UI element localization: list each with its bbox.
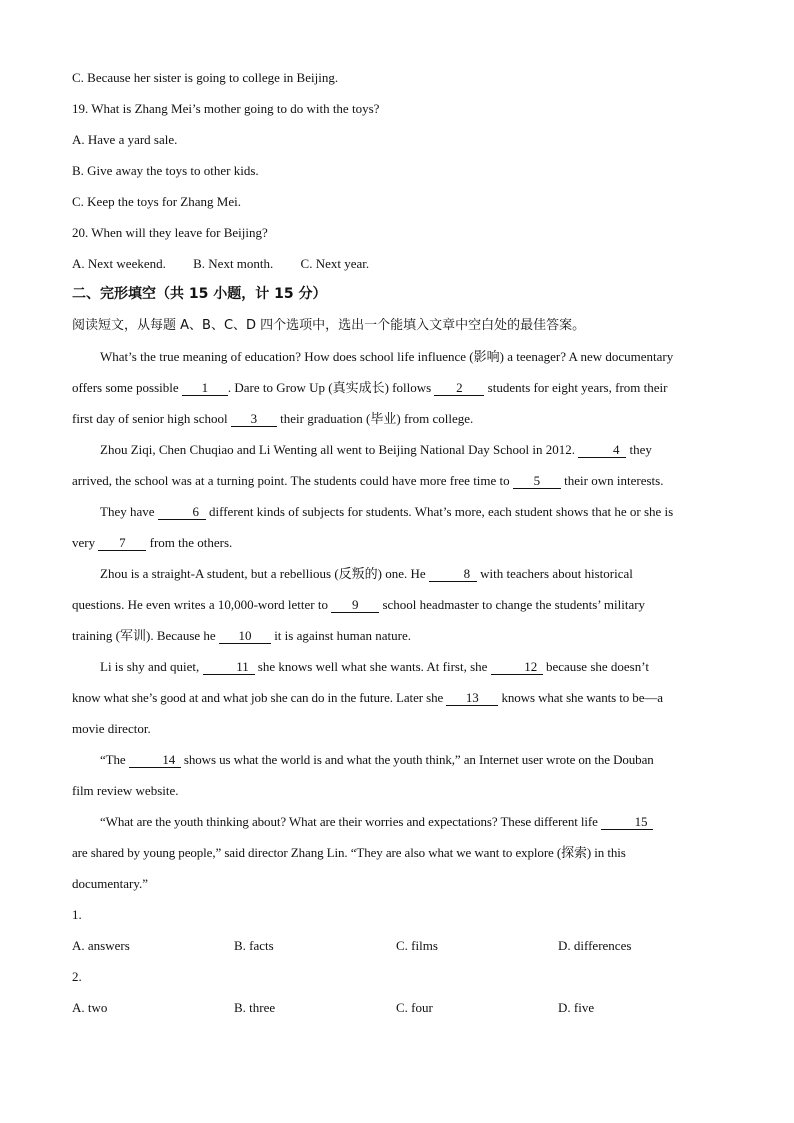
passage-line (72, 558, 724, 589)
passage-line (72, 496, 724, 527)
cloze-q2-option-b: B. three (234, 1000, 276, 1015)
blank-7: 7 (98, 536, 146, 551)
document-page (72, 62, 724, 1023)
text-segment: their graduation (毕业) from college. (280, 411, 474, 426)
q19-option-a: A. Have a yard sale. (72, 132, 178, 147)
text-segment: very (72, 535, 96, 550)
q20-option-c: C. Next year. (300, 256, 370, 271)
text-segment: different kinds of subjects for students. What’s more, each student shows that he or she is (209, 504, 674, 519)
blank-11: 11 (203, 660, 255, 675)
blank-1: 1 (182, 381, 228, 396)
cloze-q2-option-c: C. four (396, 1000, 433, 1015)
cloze-q2-option-a: A. two (72, 1000, 108, 1015)
blank-5: 5 (513, 474, 561, 489)
section-title: 二、完形填空（共 15 小题，计 15 分） (72, 286, 327, 302)
cloze-q1-option-c: C. films (396, 938, 438, 953)
q20-stem: 20. When will they leave for Beijing? (72, 225, 268, 240)
blank-13: 13 (446, 691, 498, 706)
text-segment: They have (100, 504, 155, 519)
text-segment: Li is shy and quiet, (100, 659, 200, 674)
passage-line (72, 589, 724, 620)
passage-line (72, 651, 724, 682)
text-segment: . Dare to Grow Up (真实成长) follows (227, 380, 432, 395)
text-segment: school headmaster to change the students’ military (382, 597, 646, 612)
passage-line: What’s the true meaning of education? How does school life influence (影响) a teenager? A new documentary (100, 349, 674, 364)
text-segment: they (629, 442, 652, 457)
passage-line (72, 434, 724, 465)
text-segment: training (军训). Because he (72, 628, 216, 643)
text-segment: it is against human nature. (274, 628, 412, 643)
text-segment: arrived, the school was at a turning point. The students could have more free time to (72, 473, 510, 488)
text-segment: Zhou is a straight-A student, but a rebellious (反叛的) one. He (100, 566, 426, 581)
text-segment: questions. He even writes a 10,000-word letter to (72, 597, 328, 612)
text-segment: knows what she wants to be—a (501, 690, 663, 705)
passage-line (72, 744, 724, 775)
blank-15: 15 (601, 815, 653, 830)
q19-option-b: B. Give away the toys to other kids. (72, 163, 259, 178)
passage-line (72, 372, 724, 403)
blank-4: 4 (578, 443, 626, 458)
q19-option-c: C. Keep the toys for Zhang Mei. (72, 194, 241, 209)
cloze-q1-option-b: B. facts (234, 938, 274, 953)
blank-9: 9 (331, 598, 379, 613)
blank-2: 2 (434, 381, 484, 396)
q20-option-a: A. Next weekend. (72, 256, 166, 271)
text-segment: she knows well what she wants. At first, she (257, 659, 488, 674)
text-segment: students for eight years, from their (487, 380, 668, 395)
passage-line: film review website. (72, 783, 179, 798)
blank-12: 12 (491, 660, 543, 675)
passage-line (72, 682, 724, 713)
passage-line (72, 465, 724, 496)
passage-line: are shared by young people,” said director Zhang Lin. “They are also what we want to explore (探索) in this (72, 845, 626, 860)
cloze-q2-number: 2. (72, 969, 82, 984)
text-segment: because she doesn’t (545, 659, 649, 674)
text-segment: “The (100, 752, 126, 767)
blank-8: 8 (429, 567, 477, 582)
blank-10: 10 (219, 629, 271, 644)
text-segment: offers some possible (72, 380, 179, 395)
cloze-q1-options (72, 930, 724, 961)
text-segment: “What are the youth thinking about? What are their worries and expectations? These different life (100, 814, 598, 829)
passage-line (72, 620, 724, 651)
passage-line: documentary.” (72, 876, 149, 891)
q19-stem: 19. What is Zhang Mei’s mother going to do with the toys? (72, 101, 380, 116)
cloze-q2-option-d: D. five (558, 1000, 595, 1015)
section-instruction: 阅读短文，从每题 A、B、C、D 四个选项中，选出一个能填入文章中空白处的最佳答案。 (72, 318, 586, 333)
blank-6: 6 (158, 505, 206, 520)
text-segment: Zhou Ziqi, Chen Chuqiao and Li Wenting all went to Beijing National Day School in 2012. (100, 442, 575, 457)
q18-option-c: C. Because her sister is going to college in Beijing. (72, 70, 339, 85)
text-segment: first day of senior high school (72, 411, 228, 426)
text-segment: know what she’s good at and what job she can do in the future. Later she (72, 690, 444, 705)
text-segment: from the others. (149, 535, 233, 550)
text-segment: shows us what the world is and what the youth think,” an Internet user wrote on the Douban (183, 752, 654, 767)
text-segment: their own interests. (564, 473, 664, 488)
text-segment: with teachers about historical (480, 566, 633, 581)
q20-option-b: B. Next month. (193, 256, 274, 271)
passage-line (72, 527, 724, 558)
cloze-q1-number: 1. (72, 907, 82, 922)
passage-line (72, 806, 724, 837)
cloze-q1-option-d: D. differences (558, 938, 632, 953)
cloze-q1-option-a: A. answers (72, 938, 130, 953)
blank-3: 3 (231, 412, 277, 427)
passage-line (72, 403, 724, 434)
cloze-q2-options (72, 992, 724, 1023)
q20-options (72, 248, 724, 279)
blank-14: 14 (129, 753, 181, 768)
passage-line: movie director. (72, 721, 151, 736)
